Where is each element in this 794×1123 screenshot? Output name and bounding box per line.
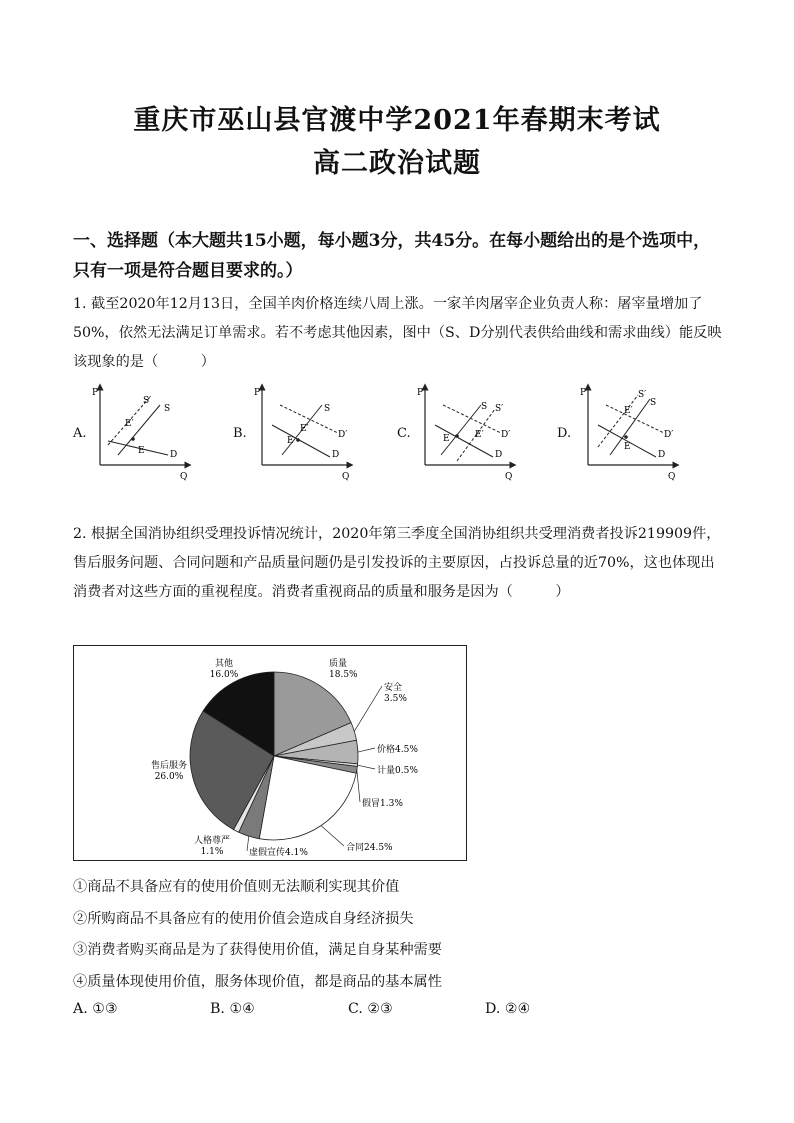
q1-graph-b	[250, 383, 360, 483]
q1-graph-d	[576, 383, 686, 483]
answer-c[interactable]: C. ②③	[348, 1001, 393, 1017]
equilibrium-point	[131, 437, 135, 441]
s-prime-label: S′	[495, 404, 504, 414]
q-label: Q	[668, 472, 676, 482]
p-label: P	[254, 388, 261, 398]
complaint-pie-chart	[73, 645, 467, 861]
q1-option-c-label: C.	[397, 426, 411, 441]
e-prime-label: E′	[475, 430, 484, 440]
slice-label: 计量0.5%	[377, 766, 418, 776]
q1-graph-c	[413, 383, 523, 483]
e-label: E	[443, 434, 450, 444]
d-prime-label: D′	[501, 430, 511, 440]
section-heading: 一、选择题（本大题共15小题，每小题3分，共45分。在每小题给出的是个选项中，只有一项是符合题目要求的。）	[73, 231, 711, 281]
leader-line	[357, 765, 375, 769]
demand-shift-line	[606, 405, 664, 433]
slice-label: 质量 18.5%	[329, 659, 358, 680]
question-1-text: 1. 截至2020年12月13日，全国羊肉价格连续八周上涨。一家羊肉屠宰企业负责人称：屠宰量增加了50%，依然无法满足订单需求。若不考虑其他因素，图中（S、D分别代表供给曲线和需求曲线）能反映该现象的是（ ）	[73, 296, 722, 370]
statement-2: ②所购商品不具备应有的使用价值会造成自身经济损失	[73, 911, 414, 927]
equilibrium-point	[455, 434, 459, 438]
leader-line	[357, 770, 360, 802]
demand-shift-line	[443, 404, 504, 433]
answer-b[interactable]: B. ①④	[210, 1001, 255, 1017]
q-label: Q	[342, 472, 350, 482]
supply-shift-line	[598, 395, 638, 447]
slice-label: 虚假宣传4.1%	[249, 848, 308, 858]
slice-label: 价格4.5%	[377, 745, 418, 755]
pie-svg	[74, 646, 466, 860]
d-label: D	[170, 450, 178, 460]
demand-line	[598, 425, 656, 457]
answer-a[interactable]: A. ①③	[73, 1001, 118, 1017]
p-label: P	[417, 388, 424, 398]
d-prime-label: D′	[664, 430, 674, 440]
e-prime-label: E′	[624, 406, 633, 416]
equilibrium-point	[624, 435, 628, 439]
exam-title: 重庆市巫山县官渡中学2021年春期末考试	[133, 105, 661, 136]
d-label: D	[332, 450, 340, 460]
statement-3: ③消费者购买商品是为了获得使用价值，满足自身某种需要	[73, 942, 442, 958]
q1-option-d-label: D.	[557, 426, 572, 441]
leader-line	[354, 686, 382, 731]
statement-4: ④质量体现使用价值，服务体现价值，都是商品的基本属性	[73, 974, 442, 990]
d-prime-label: D′	[338, 430, 348, 440]
answer-d[interactable]: D. ②④	[485, 1001, 531, 1017]
p-label: P	[92, 388, 99, 398]
statement-1: ①商品不具备应有的使用价值则无法顺利实现其价值	[73, 879, 400, 895]
s-label: S	[324, 404, 331, 414]
s-label: S	[164, 404, 171, 414]
e-prime-label: E′	[300, 424, 309, 434]
d-label: D	[658, 450, 666, 460]
s-label: S	[481, 402, 488, 412]
e-prime-label: E′	[125, 419, 134, 429]
e-label: E	[624, 442, 631, 452]
slice-label: 售后服务 26.0%	[150, 761, 188, 782]
slice-label: 假冒1.3%	[362, 799, 403, 809]
slice-label: 合同24.5%	[346, 843, 393, 853]
e-label: E	[138, 446, 145, 456]
answer-options	[73, 1001, 633, 1023]
q-label: Q	[180, 472, 188, 482]
question-2-text: 2. 根据全国消协组织受理投诉情况统计，2020年第三季度全国消协组织共受理消费者投诉219909件，售后服务问题、合同问题和产品质量问题仍是引发投诉的主要原因，占投诉总量的近70%，这也体现出消费者对这些方面的重视程度。消费者重视商品的质量和服务是因为（ ）	[73, 526, 721, 600]
slice-label: 安全 3.5%	[384, 683, 407, 704]
leader-line	[358, 748, 375, 752]
exam-subtitle: 高二政治试题	[313, 148, 481, 179]
slice-label: 其他 16.0%	[209, 659, 239, 680]
s-prime-label: S′	[143, 396, 152, 406]
q-label: Q	[505, 472, 513, 482]
q1-graph-a	[88, 383, 198, 483]
e-label: E	[287, 436, 294, 446]
d-label: D	[495, 450, 503, 460]
q1-option-b-label: B.	[233, 426, 247, 441]
q1-option-a-label: A.	[73, 426, 87, 441]
p-label: P	[580, 388, 587, 398]
slice-label: 人格尊严 1.1%	[193, 836, 231, 857]
equilibrium-point	[296, 438, 300, 442]
leader-line	[321, 826, 344, 846]
s-prime-label: S′	[638, 390, 647, 400]
s-label: S	[650, 398, 657, 408]
